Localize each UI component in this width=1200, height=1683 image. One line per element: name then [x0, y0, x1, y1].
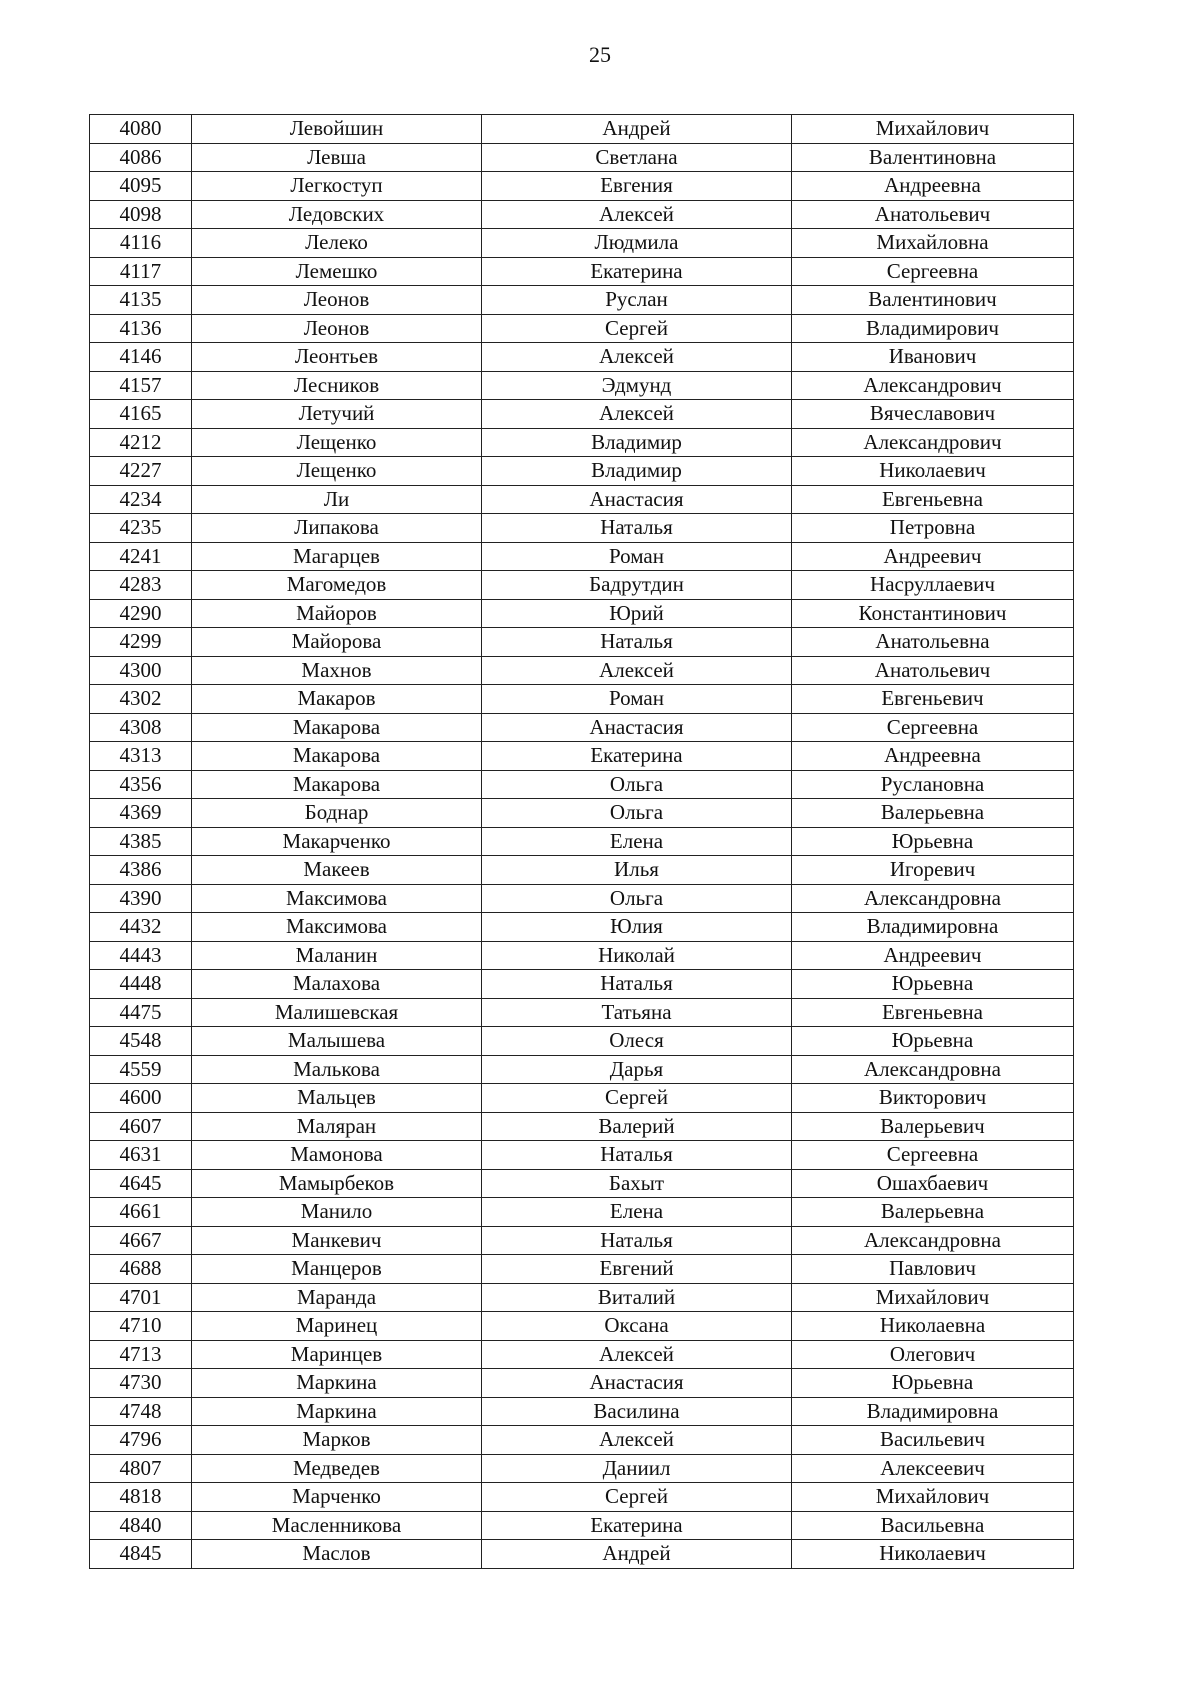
first-name-cell: Татьяна	[482, 998, 792, 1027]
last-name-cell: Максимова	[192, 913, 482, 942]
registry-number-cell: 4290	[90, 599, 192, 628]
last-name-cell: Ледовских	[192, 200, 482, 229]
table-row	[90, 1169, 1074, 1198]
first-name-cell: Анастасия	[482, 485, 792, 514]
table-row	[90, 571, 1074, 600]
table-row	[90, 1198, 1074, 1227]
registry-number-cell: 4688	[90, 1255, 192, 1284]
table-row	[90, 1283, 1074, 1312]
first-name-cell: Анастасия	[482, 1369, 792, 1398]
table-row	[90, 799, 1074, 828]
first-name-cell: Роман	[482, 542, 792, 571]
last-name-cell: Лемешко	[192, 257, 482, 286]
last-name-cell: Малышева	[192, 1027, 482, 1056]
first-name-cell: Ольга	[482, 799, 792, 828]
table-row	[90, 1112, 1074, 1141]
last-name-cell: Маркина	[192, 1397, 482, 1426]
table-row	[90, 343, 1074, 372]
last-name-cell: Макаров	[192, 685, 482, 714]
first-name-cell: Екатерина	[482, 1511, 792, 1540]
first-name-cell: Наталья	[482, 628, 792, 657]
last-name-cell: Манцеров	[192, 1255, 482, 1284]
patronymic-cell: Анатольевна	[792, 628, 1074, 657]
registry-number-cell: 4631	[90, 1141, 192, 1170]
patronymic-cell: Валерьевич	[792, 1112, 1074, 1141]
patronymic-cell: Валентиновна	[792, 143, 1074, 172]
patronymic-cell: Юрьевна	[792, 1369, 1074, 1398]
patronymic-cell: Алексеевич	[792, 1454, 1074, 1483]
registry-number-cell: 4748	[90, 1397, 192, 1426]
table-row	[90, 1027, 1074, 1056]
registry-number-cell: 4796	[90, 1426, 192, 1455]
first-name-cell: Сергей	[482, 1483, 792, 1512]
table-row	[90, 941, 1074, 970]
registry-number-cell: 4385	[90, 827, 192, 856]
table-row	[90, 1426, 1074, 1455]
table-row	[90, 884, 1074, 913]
table-row	[90, 1312, 1074, 1341]
first-name-cell: Алексей	[482, 200, 792, 229]
last-name-cell: Маляран	[192, 1112, 482, 1141]
last-name-cell: Максимова	[192, 884, 482, 913]
registry-number-cell: 4701	[90, 1283, 192, 1312]
patronymic-cell: Михайловна	[792, 229, 1074, 258]
last-name-cell: Маслов	[192, 1540, 482, 1569]
first-name-cell: Эдмунд	[482, 371, 792, 400]
patronymic-cell: Владимировна	[792, 913, 1074, 942]
last-name-cell: Липакова	[192, 514, 482, 543]
last-name-cell: Макарова	[192, 742, 482, 771]
table-row	[90, 115, 1074, 144]
first-name-cell: Елена	[482, 827, 792, 856]
page-number: 25	[589, 42, 611, 67]
first-name-cell: Светлана	[482, 143, 792, 172]
registry-number-cell: 4390	[90, 884, 192, 913]
roster-table-body	[90, 115, 1074, 1569]
patronymic-cell: Евгеньевна	[792, 998, 1074, 1027]
first-name-cell: Наталья	[482, 514, 792, 543]
registry-number-cell: 4080	[90, 115, 192, 144]
table-row	[90, 998, 1074, 1027]
first-name-cell: Анастасия	[482, 713, 792, 742]
registry-number-cell: 4235	[90, 514, 192, 543]
first-name-cell: Николай	[482, 941, 792, 970]
first-name-cell: Бахыт	[482, 1169, 792, 1198]
registry-number-cell: 4136	[90, 314, 192, 343]
table-row	[90, 286, 1074, 315]
patronymic-cell: Константинович	[792, 599, 1074, 628]
patronymic-cell: Андреевна	[792, 172, 1074, 201]
last-name-cell: Леонов	[192, 286, 482, 315]
patronymic-cell: Валерьевна	[792, 799, 1074, 828]
table-row	[90, 970, 1074, 999]
registry-number-cell: 4369	[90, 799, 192, 828]
last-name-cell: Маранда	[192, 1283, 482, 1312]
registry-number-cell: 4845	[90, 1540, 192, 1569]
first-name-cell: Алексей	[482, 400, 792, 429]
patronymic-cell: Александрович	[792, 371, 1074, 400]
table-row	[90, 913, 1074, 942]
patronymic-cell: Павлович	[792, 1255, 1074, 1284]
last-name-cell: Малишевская	[192, 998, 482, 1027]
table-row	[90, 599, 1074, 628]
last-name-cell: Макарченко	[192, 827, 482, 856]
first-name-cell: Андрей	[482, 1540, 792, 1569]
registry-number-cell: 4098	[90, 200, 192, 229]
first-name-cell: Василина	[482, 1397, 792, 1426]
table-row	[90, 314, 1074, 343]
registry-number-cell: 4302	[90, 685, 192, 714]
first-name-cell: Валерий	[482, 1112, 792, 1141]
last-name-cell: Лелеко	[192, 229, 482, 258]
first-name-cell: Дарья	[482, 1055, 792, 1084]
registry-number-cell: 4730	[90, 1369, 192, 1398]
last-name-cell: Майорова	[192, 628, 482, 657]
last-name-cell: Маланин	[192, 941, 482, 970]
registry-number-cell: 4448	[90, 970, 192, 999]
patronymic-cell: Юрьевна	[792, 970, 1074, 999]
patronymic-cell: Сергеевна	[792, 257, 1074, 286]
table-row	[90, 172, 1074, 201]
registry-number-cell: 4095	[90, 172, 192, 201]
registry-number-cell: 4645	[90, 1169, 192, 1198]
last-name-cell: Леонов	[192, 314, 482, 343]
table-row	[90, 1084, 1074, 1113]
registry-number-cell: 4283	[90, 571, 192, 600]
patronymic-cell: Игоревич	[792, 856, 1074, 885]
first-name-cell: Владимир	[482, 428, 792, 457]
patronymic-cell: Олегович	[792, 1340, 1074, 1369]
patronymic-cell: Анатольевич	[792, 200, 1074, 229]
table-row	[90, 1369, 1074, 1398]
patronymic-cell: Андреевна	[792, 742, 1074, 771]
first-name-cell: Сергей	[482, 1084, 792, 1113]
registry-number-cell: 4117	[90, 257, 192, 286]
patronymic-cell: Александрович	[792, 428, 1074, 457]
first-name-cell: Наталья	[482, 1226, 792, 1255]
registry-number-cell: 4308	[90, 713, 192, 742]
last-name-cell: Махнов	[192, 656, 482, 685]
registry-number-cell: 4212	[90, 428, 192, 457]
registry-number-cell: 4818	[90, 1483, 192, 1512]
table-row	[90, 514, 1074, 543]
last-name-cell: Боднар	[192, 799, 482, 828]
table-row	[90, 1226, 1074, 1255]
last-name-cell: Малахова	[192, 970, 482, 999]
patronymic-cell: Юрьевна	[792, 827, 1074, 856]
registry-number-cell: 4227	[90, 457, 192, 486]
patronymic-cell: Николаевич	[792, 457, 1074, 486]
last-name-cell: Леонтьев	[192, 343, 482, 372]
first-name-cell: Екатерина	[482, 257, 792, 286]
last-name-cell: Манкевич	[192, 1226, 482, 1255]
first-name-cell: Даниил	[482, 1454, 792, 1483]
last-name-cell: Легкоступ	[192, 172, 482, 201]
last-name-cell: Левойшин	[192, 115, 482, 144]
patronymic-cell: Вячеславович	[792, 400, 1074, 429]
registry-number-cell: 4234	[90, 485, 192, 514]
table-row	[90, 1397, 1074, 1426]
last-name-cell: Магарцев	[192, 542, 482, 571]
table-row	[90, 656, 1074, 685]
last-name-cell: Манило	[192, 1198, 482, 1227]
first-name-cell: Виталий	[482, 1283, 792, 1312]
table-row	[90, 485, 1074, 514]
table-row	[90, 1055, 1074, 1084]
patronymic-cell: Михайлович	[792, 1283, 1074, 1312]
patronymic-cell: Анатольевич	[792, 656, 1074, 685]
patronymic-cell: Юрьевна	[792, 1027, 1074, 1056]
table-row	[90, 685, 1074, 714]
last-name-cell: Марков	[192, 1426, 482, 1455]
last-name-cell: Макарова	[192, 770, 482, 799]
first-name-cell: Юрий	[482, 599, 792, 628]
table-row	[90, 770, 1074, 799]
table-row	[90, 827, 1074, 856]
registry-number-cell: 4299	[90, 628, 192, 657]
patronymic-cell: Владимировна	[792, 1397, 1074, 1426]
patronymic-cell: Сергеевна	[792, 1141, 1074, 1170]
registry-number-cell: 4241	[90, 542, 192, 571]
registry-number-cell: 4086	[90, 143, 192, 172]
registry-number-cell: 4713	[90, 1340, 192, 1369]
first-name-cell: Бадрутдин	[482, 571, 792, 600]
last-name-cell: Майоров	[192, 599, 482, 628]
first-name-cell: Елена	[482, 1198, 792, 1227]
patronymic-cell: Васильевич	[792, 1426, 1074, 1455]
table-row	[90, 856, 1074, 885]
registry-number-cell: 4157	[90, 371, 192, 400]
patronymic-cell: Михайлович	[792, 115, 1074, 144]
registry-number-cell: 4600	[90, 1084, 192, 1113]
patronymic-cell: Андреевич	[792, 941, 1074, 970]
first-name-cell: Илья	[482, 856, 792, 885]
table-row	[90, 628, 1074, 657]
patronymic-cell: Ошахбаевич	[792, 1169, 1074, 1198]
last-name-cell: Малькова	[192, 1055, 482, 1084]
table-row	[90, 542, 1074, 571]
first-name-cell: Юлия	[482, 913, 792, 942]
first-name-cell: Руслан	[482, 286, 792, 315]
first-name-cell: Роман	[482, 685, 792, 714]
patronymic-cell: Васильевна	[792, 1511, 1074, 1540]
patronymic-cell: Сергеевна	[792, 713, 1074, 742]
table-row	[90, 143, 1074, 172]
first-name-cell: Сергей	[482, 314, 792, 343]
patronymic-cell: Евгеньевна	[792, 485, 1074, 514]
registry-number-cell: 4475	[90, 998, 192, 1027]
table-row	[90, 371, 1074, 400]
table-row	[90, 1483, 1074, 1512]
patronymic-cell: Валерьевна	[792, 1198, 1074, 1227]
last-name-cell: Мамонова	[192, 1141, 482, 1170]
patronymic-cell: Викторович	[792, 1084, 1074, 1113]
last-name-cell: Макеев	[192, 856, 482, 885]
last-name-cell: Маринец	[192, 1312, 482, 1341]
last-name-cell: Маринцев	[192, 1340, 482, 1369]
registry-number-cell: 4443	[90, 941, 192, 970]
table-row	[90, 1141, 1074, 1170]
patronymic-cell: Михайлович	[792, 1483, 1074, 1512]
first-name-cell: Андрей	[482, 115, 792, 144]
last-name-cell: Лесников	[192, 371, 482, 400]
registry-number-cell: 4146	[90, 343, 192, 372]
registry-number-cell: 4559	[90, 1055, 192, 1084]
first-name-cell: Наталья	[482, 970, 792, 999]
last-name-cell: Макарова	[192, 713, 482, 742]
table-row	[90, 1255, 1074, 1284]
first-name-cell: Алексей	[482, 1426, 792, 1455]
table-row	[90, 1340, 1074, 1369]
registry-number-cell: 4313	[90, 742, 192, 771]
registry-number-cell: 4807	[90, 1454, 192, 1483]
first-name-cell: Владимир	[482, 457, 792, 486]
patronymic-cell: Александровна	[792, 884, 1074, 913]
first-name-cell: Оксана	[482, 1312, 792, 1341]
first-name-cell: Алексей	[482, 343, 792, 372]
first-name-cell: Ольга	[482, 884, 792, 913]
registry-number-cell: 4710	[90, 1312, 192, 1341]
last-name-cell: Мамырбеков	[192, 1169, 482, 1198]
registry-number-cell: 4116	[90, 229, 192, 258]
first-name-cell: Алексей	[482, 656, 792, 685]
table-row	[90, 1454, 1074, 1483]
last-name-cell: Летучий	[192, 400, 482, 429]
first-name-cell: Алексей	[482, 1340, 792, 1369]
first-name-cell: Евгений	[482, 1255, 792, 1284]
registry-number-cell: 4165	[90, 400, 192, 429]
last-name-cell: Маркина	[192, 1369, 482, 1398]
table-row	[90, 400, 1074, 429]
last-name-cell: Марченко	[192, 1483, 482, 1512]
last-name-cell: Ли	[192, 485, 482, 514]
last-name-cell: Левша	[192, 143, 482, 172]
last-name-cell: Медведев	[192, 1454, 482, 1483]
patronymic-cell: Евгеньевич	[792, 685, 1074, 714]
last-name-cell: Магомедов	[192, 571, 482, 600]
registry-number-cell: 4840	[90, 1511, 192, 1540]
registry-number-cell: 4432	[90, 913, 192, 942]
table-row	[90, 257, 1074, 286]
registry-number-cell: 4386	[90, 856, 192, 885]
first-name-cell: Наталья	[482, 1141, 792, 1170]
first-name-cell: Людмила	[482, 229, 792, 258]
last-name-cell: Лещенко	[192, 428, 482, 457]
registry-number-cell: 4548	[90, 1027, 192, 1056]
registry-number-cell: 4300	[90, 656, 192, 685]
patronymic-cell: Николаевна	[792, 1312, 1074, 1341]
registry-number-cell: 4667	[90, 1226, 192, 1255]
table-row	[90, 457, 1074, 486]
registry-number-cell: 4135	[90, 286, 192, 315]
patronymic-cell: Николаевич	[792, 1540, 1074, 1569]
patronymic-cell: Иванович	[792, 343, 1074, 372]
last-name-cell: Мальцев	[192, 1084, 482, 1113]
first-name-cell: Ольга	[482, 770, 792, 799]
patronymic-cell: Насруллаевич	[792, 571, 1074, 600]
roster-table	[89, 114, 1074, 1569]
last-name-cell: Лещенко	[192, 457, 482, 486]
patronymic-cell: Валентинович	[792, 286, 1074, 315]
first-name-cell: Евгения	[482, 172, 792, 201]
patronymic-cell: Владимирович	[792, 314, 1074, 343]
patronymic-cell: Александровна	[792, 1226, 1074, 1255]
table-row	[90, 1540, 1074, 1569]
patronymic-cell: Руслановна	[792, 770, 1074, 799]
table-row	[90, 1511, 1074, 1540]
table-row	[90, 742, 1074, 771]
first-name-cell: Олеся	[482, 1027, 792, 1056]
patronymic-cell: Петровна	[792, 514, 1074, 543]
registry-number-cell: 4356	[90, 770, 192, 799]
table-row	[90, 713, 1074, 742]
table-row	[90, 428, 1074, 457]
patronymic-cell: Андреевич	[792, 542, 1074, 571]
first-name-cell: Екатерина	[482, 742, 792, 771]
registry-number-cell: 4607	[90, 1112, 192, 1141]
last-name-cell: Масленникова	[192, 1511, 482, 1540]
table-row	[90, 229, 1074, 258]
table-row	[90, 200, 1074, 229]
registry-number-cell: 4661	[90, 1198, 192, 1227]
patronymic-cell: Александровна	[792, 1055, 1074, 1084]
